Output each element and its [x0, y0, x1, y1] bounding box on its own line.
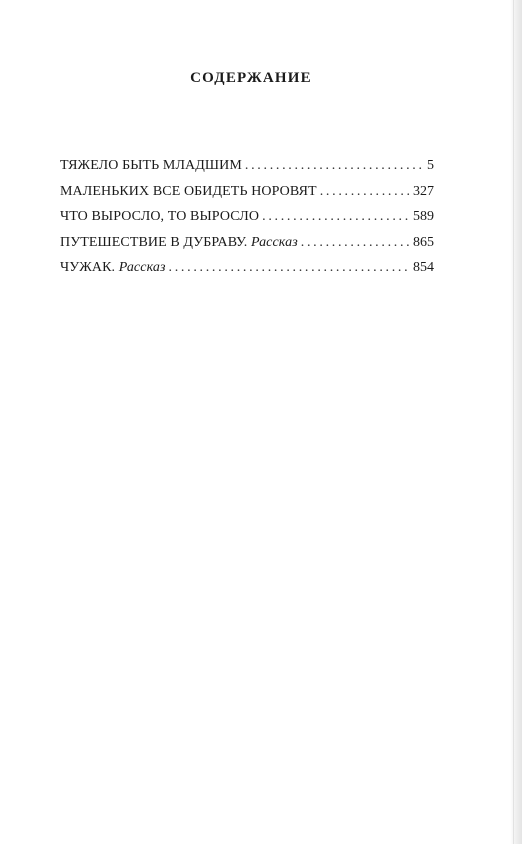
toc-entry-page: 854 — [413, 260, 434, 275]
toc-entry-subtitle: Рассказ — [250, 234, 298, 250]
toc-entry-title: МАЛЕНЬКИХ ВСЕ ОБИДЕТЬ НОРОВЯТ — [60, 183, 317, 199]
toc-entry-title: ЧТО ВЫРОСЛО, ТО ВЫРОСЛО — [60, 209, 260, 224]
toc-entry — [60, 158, 434, 184]
dot-leader — [301, 235, 411, 251]
toc-entry — [60, 209, 434, 235]
page-edge-shadow — [510, 0, 522, 844]
toc-entry-subtitle: Рассказ — [118, 260, 166, 275]
toc-entry — [60, 260, 434, 286]
table-of-contents — [60, 158, 434, 286]
toc-entry-page: 5 — [427, 158, 434, 173]
toc-entry-title: ТЯЖЕЛО БЫТЬ МЛАДШИМ — [60, 158, 242, 173]
dot-leader — [320, 184, 411, 200]
toc-entry-page: 327 — [413, 183, 434, 199]
toc-entry-page: 589 — [413, 209, 434, 224]
page-title: СОДЕРЖАНИЕ — [190, 70, 312, 86]
toc-entry — [60, 235, 434, 261]
toc-entry-title — [60, 260, 166, 276]
toc-entry — [60, 184, 434, 210]
toc-entry-title — [60, 235, 298, 251]
toc-entry-title-text: ЧУЖАК. — [60, 260, 116, 275]
toc-entry-page: 865 — [413, 234, 434, 250]
dot-leader — [262, 209, 411, 225]
dot-leader — [169, 260, 411, 276]
toc-entry-title-text: ПУТЕШЕСТВИЕ В ДУБРАВУ. — [60, 234, 248, 250]
dot-leader — [245, 158, 425, 174]
